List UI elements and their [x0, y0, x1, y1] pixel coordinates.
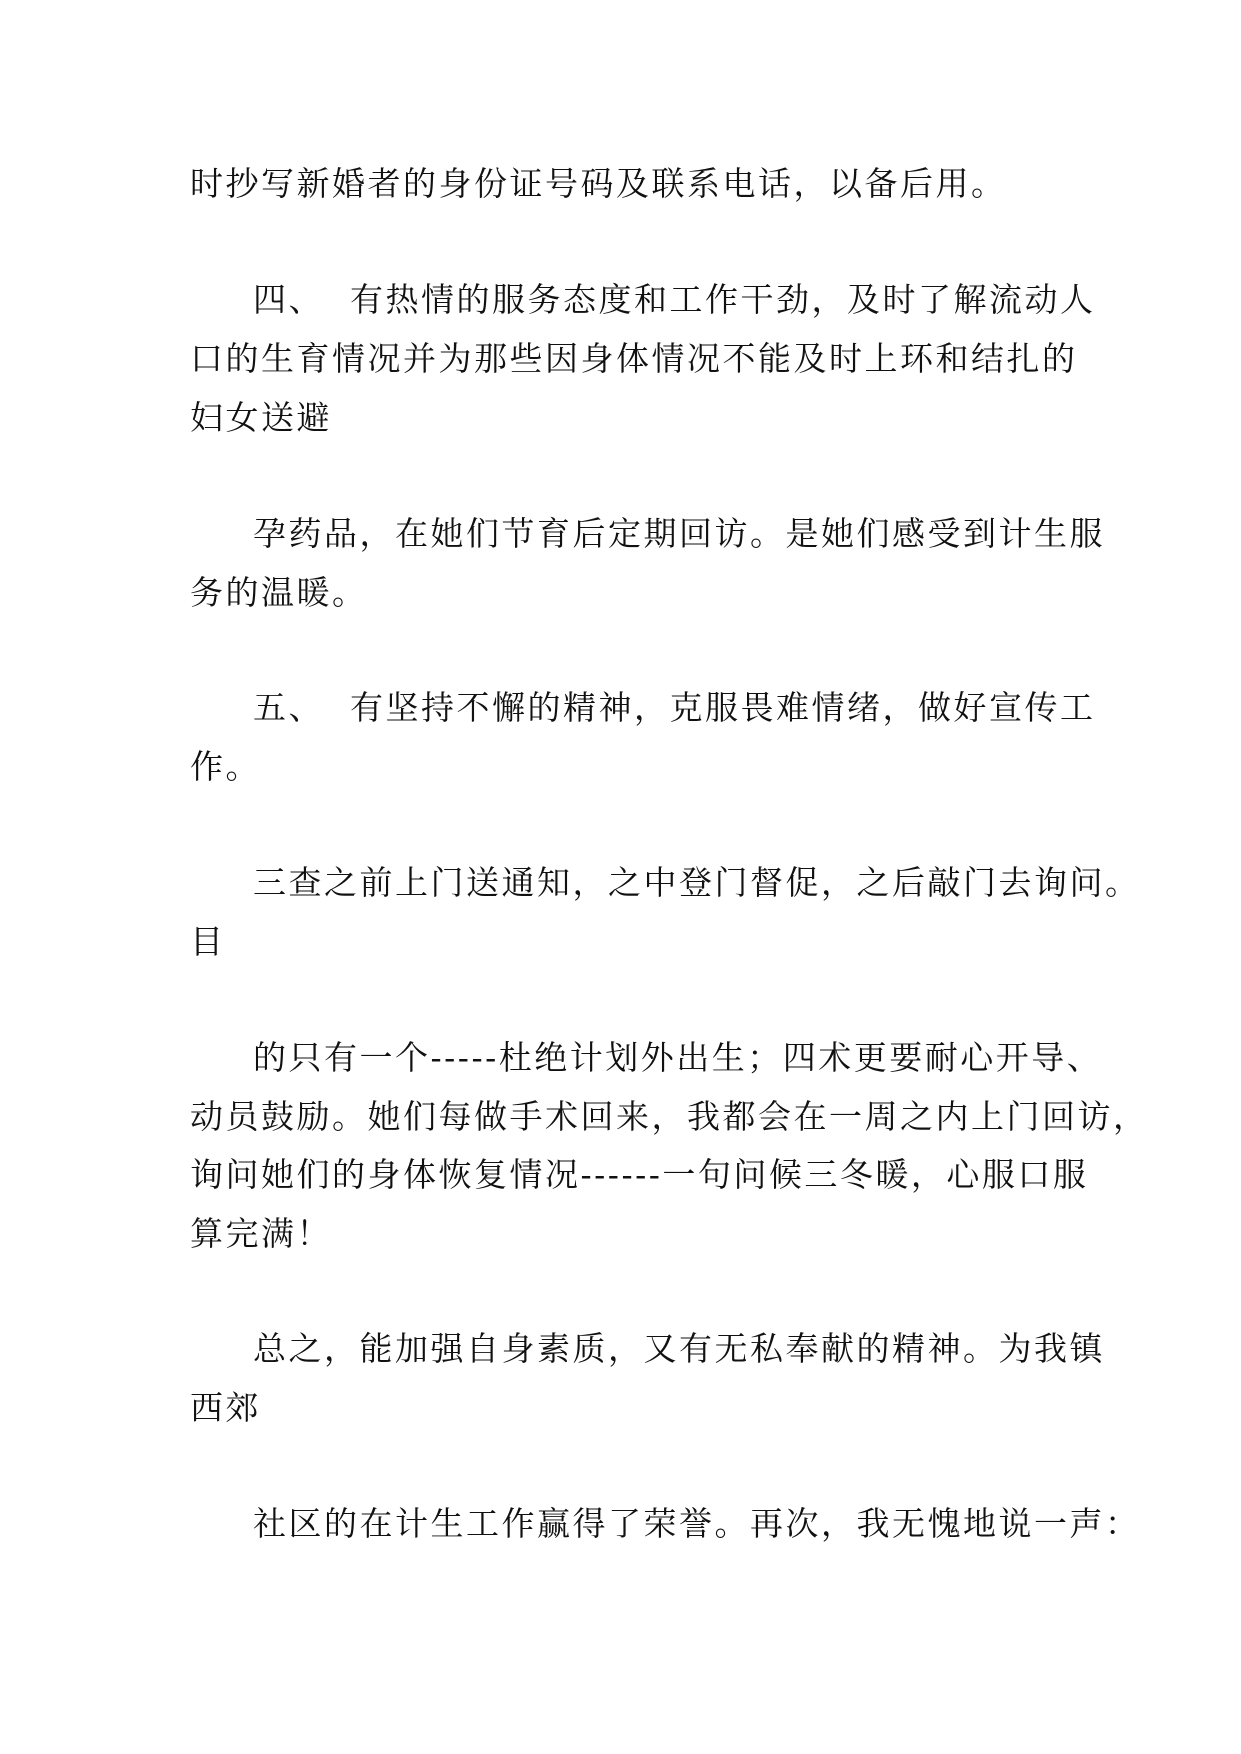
text-line: 西郊: [190, 1388, 261, 1427]
text-line: 询问她们的身体恢复情况------一句问候三冬暖，心服口服: [190, 1155, 1089, 1194]
text-line: 时抄写新婚者的身份证号码及联系电话，以备后用。: [190, 164, 1007, 203]
text-line: 总之，能加强自身素质，又有无私奉献的精神。为我镇: [253, 1329, 1105, 1368]
paragraph-five-first-line: 五、 有坚持不懈的精神，克服畏难情绪，做好宣传工: [253, 688, 1096, 727]
text-line: 三查之前上门送通知，之中登门督促，之后敲门去询问。: [253, 863, 1141, 902]
text-line: 的只有一个-----杜绝计划外出生；四术更要耐心开导、: [253, 1038, 1103, 1077]
text-line: 动员鼓励。她们每做手术回来，我都会在一周之内上门回访，: [190, 1097, 1149, 1136]
text-line: 务的温暖。: [190, 573, 368, 612]
text-line: 算完满！: [190, 1214, 332, 1253]
text-line: 作。: [190, 747, 261, 786]
text-line: 社区的在计生工作赢得了荣誉。再次，我无愧地说一声：: [253, 1504, 1141, 1543]
text-line: 妇女送避: [190, 398, 332, 437]
paragraph-four-first-line: 四、 有热情的服务态度和工作干劲，及时了解流动人: [253, 280, 1096, 319]
text-line: 目: [190, 922, 226, 961]
text-line: 孕药品，在她们节育后定期回访。是她们感受到计生服: [253, 514, 1105, 553]
text-line: 口的生育情况并为那些因身体情况不能及时上环和结扎的: [190, 339, 1078, 378]
